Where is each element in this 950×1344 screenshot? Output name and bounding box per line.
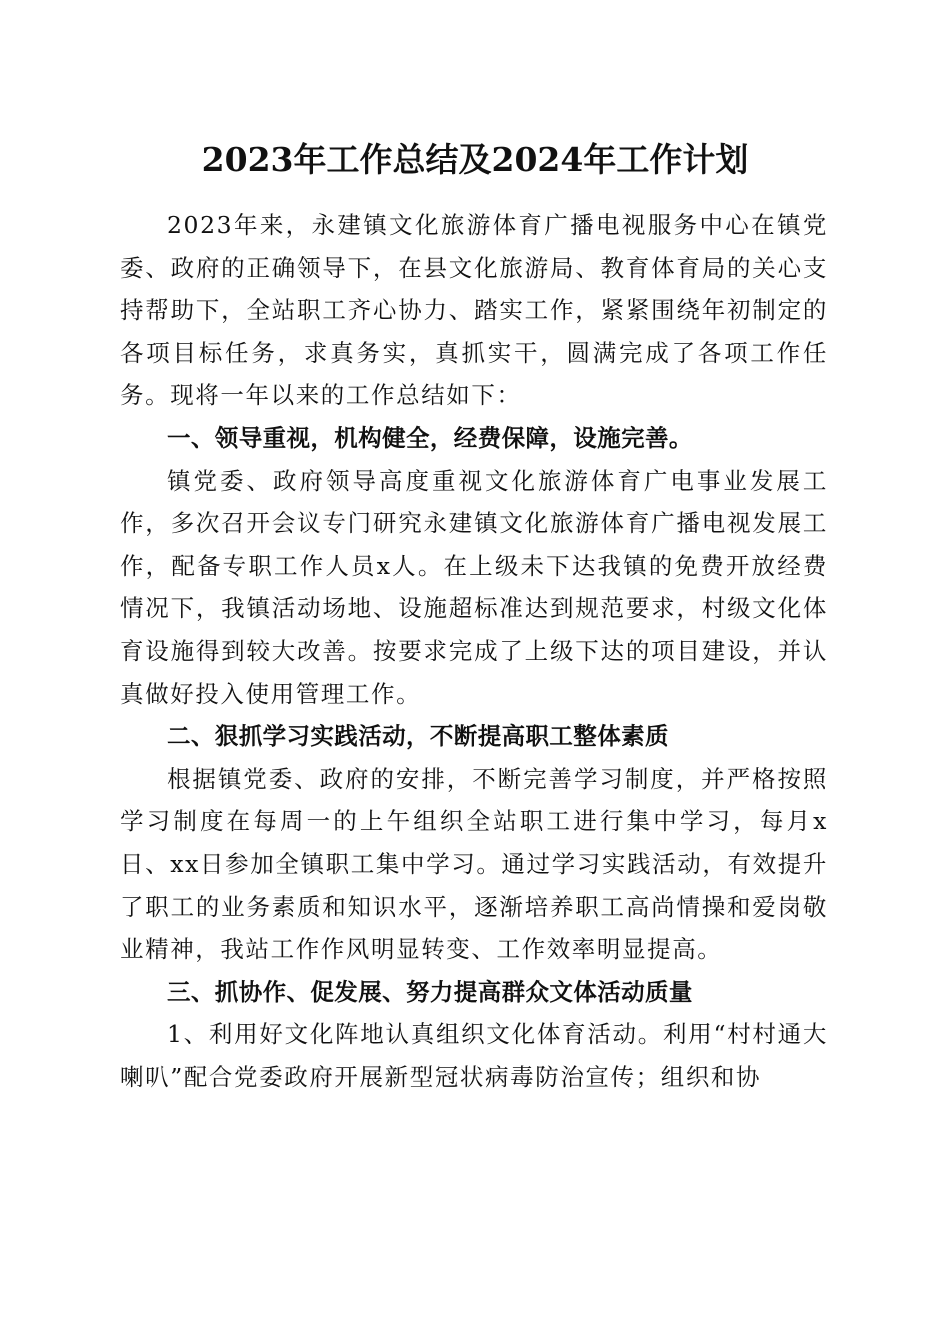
section-heading-1: 一、领导重视，机构健全，经费保障，设施完善。 [167,423,693,452]
document-body [120,204,828,1098]
section-2-paragraph: 根据镇党委、政府的安排，不断完善学习制度，并严格按照学习制度在每周一的上午组织全站职工进行集中学习，每月x日、xx日参加全镇职工集中学习。通过学习实践活动，有效提升了职工的业务素质和知识水平，逐渐培养职工高尚情操和爱岗敬业精神，我站工作作风明显转变、工作效率明显提高。 [120,764,828,964]
intro-paragraph: 2023年来，永建镇文化旅游体育广播电视服务中心在镇党委、政府的正确领导下，在县文化旅游局、教育体育局的关心支持帮助下，全站职工齐心协力、踏实工作，紧紧围绕年初制定的各项目标任务，求真务实，真抓实干，圆满完成了各项工作任务。现将一年以来的工作总结如下： [120,211,828,410]
section-heading-3: 三、抓协作、促发展、努力提高群众文体活动质量 [167,977,693,1006]
section-heading-2: 二、狠抓学习实践活动，不断提高职工整体素质 [167,722,669,751]
document-title: 2023年工作总结及2024年工作计划 [201,140,749,179]
section-1-paragraph: 镇党委、政府领导高度重视文化旅游体育广电事业发展工作，多次召开会议专门研究永建镇文化旅游体育广播电视发展工作，配备专职工作人员x人。在上级未下达我镇的免费开放经费情况下，我镇活动场地、设施超标准达到规范要求，村级文化体育设施得到较大改善。按要求完成了上级下达的项目建设，并认真做好投入使用管理工作。 [120,466,828,708]
section-3-paragraph: 1、利用好文化阵地认真组织文化体育活动。利用“村村通大喇叭”配合党委政府开展新型冠状病毒防治宣传；组织和协 [120,1020,828,1091]
